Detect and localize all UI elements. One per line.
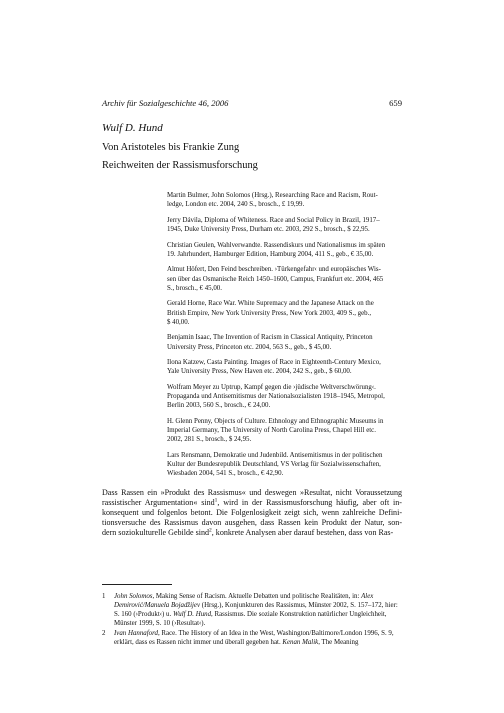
review-entry: [167, 216, 404, 234]
body-line: konsequent und folgenlos betont. Die Folgenlosigkeit zeigt sich, wenn zahlreiche Defini-: [102, 508, 402, 518]
review-entry-line: Almut Höfert, Den Feind beschreiben. ›Türkengefahr‹ und europäisches Wis-: [167, 266, 381, 274]
footnote-author: Kenan Malik: [282, 639, 319, 647]
article-subtitle: Reichweiten der Rassismusforschung: [102, 160, 258, 171]
review-entry-line: S., brosch., € 45,00.: [167, 284, 222, 292]
review-entry: [167, 333, 404, 351]
body-line: Dass Rassen ein »Produkt des Rassismus« und deswegen »Resultat, nicht Voraussetzung: [102, 488, 402, 497]
review-entry-line: $ 40,00.: [167, 318, 190, 326]
review-entry-line: Martin Bulmer, John Solomos (Hrsg.), Researching Race and Racism, Rout-: [167, 192, 378, 199]
review-entry-line: 19. Jahrhundert, Hamburger Edition, Hamburg 2004, 411 S., geb., € 35,00.: [167, 250, 374, 258]
footnote-1: 1 John Solomos, Making Sense of Racism. Aktuelle Debatten und politische Realitäten, in: Alex Demirović/Manuela Bojadžijev (Hrsg.), Konjunkturen des Rassismus, Münster 2002, S. 157–172, hier: S. 160 (›Produkt‹) u. Wulf D. Hund, Rassismus. Die soziale Konstruktion natürlicher Ungleichheit, Münster 1999, S. 10 (›Resultat‹).: [102, 593, 398, 628]
footnote-author: Alex Demirović/Manuela Bojadžijev: [114, 593, 374, 610]
journal-citation: Archiv für Sozialgeschichte 46, 2006: [102, 98, 229, 108]
article-title: Von Aristoteles bis Frankie Zung: [102, 142, 240, 153]
review-entry-line: Wolfram Meyer zu Uptrup, Kampf gegen die ›jüdische Weltverschwörung‹.: [167, 383, 376, 391]
footnote-author: John Solomos: [114, 593, 153, 600]
review-entry-line: ledge, London etc. 2004, 240 S., brosch., £ 19,99.: [167, 201, 305, 209]
review-entry: [167, 265, 404, 293]
review-entry-line: Christian Geulen, Wahlverwandte. Rassendiskurs und Nationalismus im späten: [167, 241, 386, 249]
footnote-author: Ivan Hannaford: [114, 630, 158, 638]
review-entry-line: H. Glenn Penny, Objects of Culture. Ethnology and Ethnographic Museums in: [167, 417, 384, 425]
review-entry: [167, 241, 404, 259]
footnote-author: Wulf D. Hund: [172, 611, 212, 619]
review-entry-line: British Empire, New York University Press, New York 2003, 409 S., geb.,: [167, 309, 372, 317]
review-entry-line: Berlin 2003, 560 S., brosch., € 24,00.: [167, 402, 271, 410]
review-entry-line: Benjamin Isaac, The Invention of Racism in Classical Antiquity, Princeton: [167, 334, 373, 342]
review-entry-line: 2002, 281 S., brosch., $ 24,95.: [167, 436, 252, 444]
footnote-2: 2 Ivan Hannaford, Race. The History of an Idea in the West, Washington/Baltimore/London 1996, S. 9, erklärt, dass es Rassen nicht immer und überall gegeben hat. Kenan Malik, The Meaning: [102, 630, 394, 647]
footnote-number: 2: [102, 630, 106, 638]
review-entry-line: Yale University Press, New Haven etc. 2004, 242 S., geb., $ 60,00.: [167, 368, 352, 376]
footnote-ref[interactable]: 2: [209, 527, 212, 534]
footnote-separator: [102, 584, 172, 585]
body-line: tionsversuche des Rassismus davon ausgehen, dass Rassen kein Produkt der Natur, son-: [102, 518, 402, 528]
review-entry-line: Kultur der Bundesrepublik Deutschland, VS Verlag für Sozialwissenschaften,: [167, 461, 381, 469]
review-entry: [167, 383, 404, 411]
article-author: Wulf D. Hund: [102, 122, 163, 134]
review-entry-line: University Press, Princeton etc. 2004, 563 S., geb., $ 45,00.: [167, 343, 332, 351]
body-line: dern soziokulturelle Gebilde sind$^2$, konkrete Analysen aber darauf bestehen, dass von Ras-: [102, 527, 394, 538]
footnote-number: 1: [102, 593, 106, 600]
review-entry-line: Jerry Dávila, Diploma of Whiteness. Race and Social Policy in Brazil, 1917–: [167, 216, 380, 224]
review-entry: [167, 417, 404, 445]
review-entry-line: Lars Rensmann, Demokratie und Judenbild. Antisemitismus in der politischen: [167, 451, 383, 459]
review-entry: [167, 451, 404, 479]
review-entry: [167, 299, 404, 327]
body-paragraph: [102, 488, 402, 538]
footnotes: [102, 592, 404, 649]
page-number: 659: [389, 98, 402, 108]
review-entry-line: Imperial Germany, The University of North Carolina Press, Chapel Hill etc.: [167, 427, 376, 435]
review-entry: [167, 358, 404, 376]
reviewed-books-list: [167, 191, 404, 485]
review-entry-line: 1945, Duke University Press, Durham etc. 2003, 292 S., brosch., $ 22,95.: [167, 226, 370, 233]
review-entry-line: Propaganda und Antisemitismus der Nationalsozialisten 1918–1945, Metropol,: [167, 393, 385, 401]
review-entry-line: Wiesbaden 2004, 541 S., brosch., € 42,90.: [167, 470, 284, 478]
review-entry-line: Gerald Horne, Race War. White Supremacy and the Japanese Attack on the: [167, 300, 374, 308]
body-line: rassistischer Argumentation« sind$^1$, wird in der Rassismusforschung häufig, aber oft in-: [102, 497, 402, 508]
footnote-ref[interactable]: 1: [214, 497, 218, 504]
review-entry-line: sen über das Osmanische Reich 1450–1600, Campus, Frankfurt etc. 2004, 465: [167, 275, 384, 283]
review-entry-line: Ilona Katzew, Casta Painting. Images of Race in Eighteenth-Century Mexico,: [167, 359, 381, 367]
running-header: [102, 98, 402, 108]
review-entry: [167, 191, 404, 209]
